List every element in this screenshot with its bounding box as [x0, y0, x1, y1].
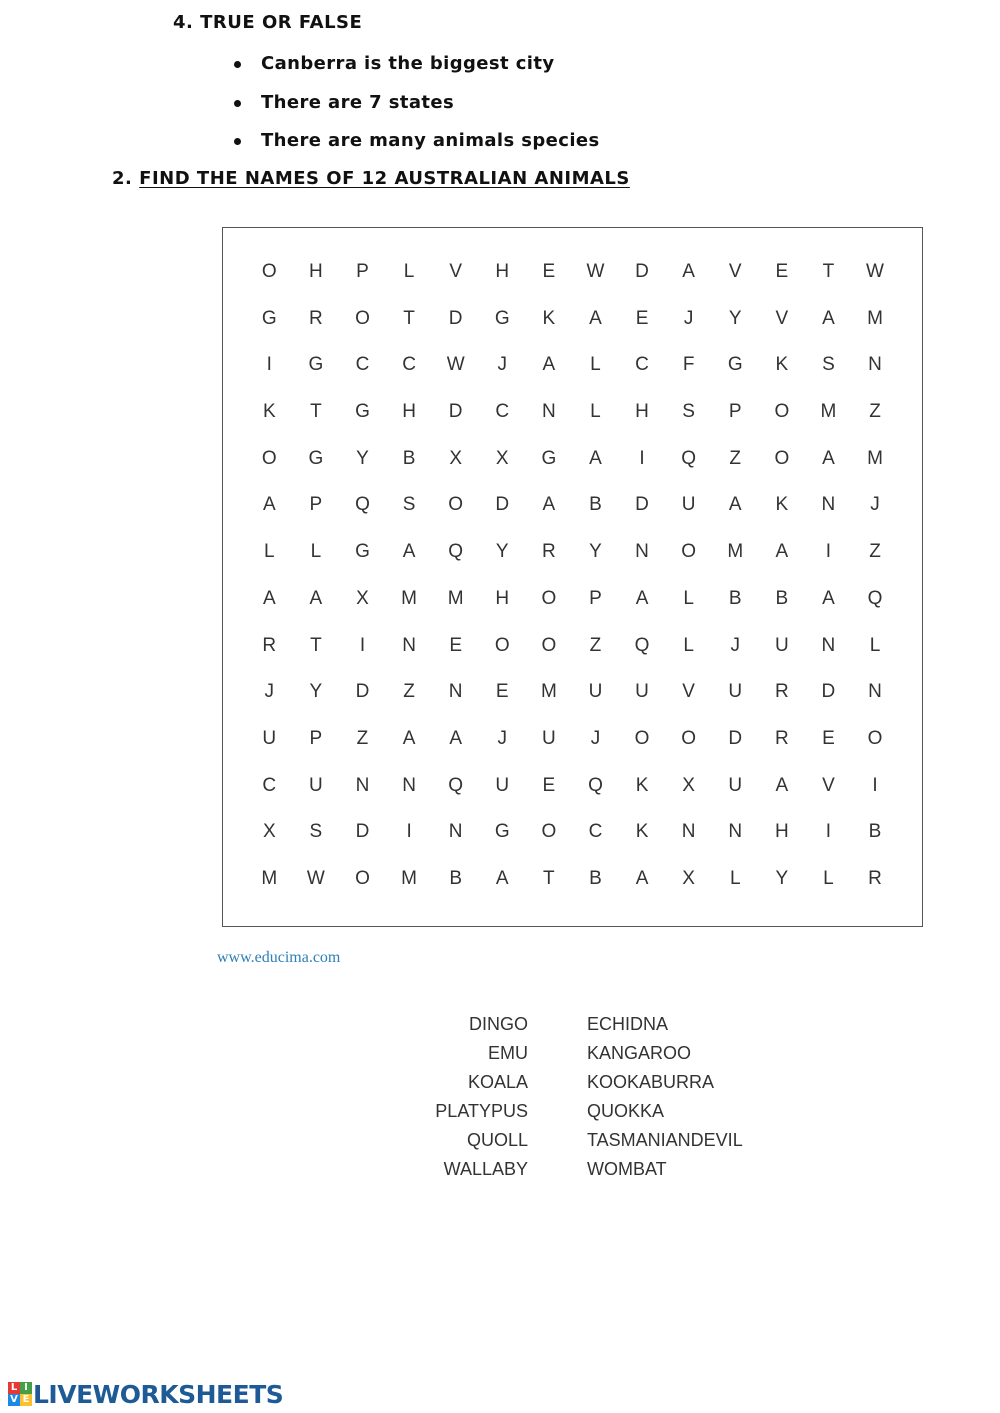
grid-letter[interactable]: X — [449, 447, 463, 469]
word-list-item: KOALA — [467, 1072, 528, 1093]
grid-letter[interactable]: O — [448, 494, 464, 516]
grid-letter[interactable]: G — [355, 541, 370, 563]
grid-letter[interactable]: N — [402, 774, 416, 796]
grid-letter[interactable]: T — [403, 307, 415, 329]
grid-letter[interactable]: K — [635, 821, 649, 843]
grid-letter[interactable]: I — [406, 821, 412, 843]
grid-letter[interactable]: V — [682, 681, 695, 703]
grid-letter[interactable]: F — [682, 354, 695, 376]
grid-letter[interactable]: O — [541, 821, 557, 843]
grid-letter[interactable]: E — [449, 634, 463, 656]
word-list-left — [435, 1010, 528, 1185]
grid-letter[interactable]: A — [309, 587, 323, 609]
grid-letter[interactable]: H — [635, 401, 649, 423]
grid-letter[interactable]: O — [634, 727, 650, 749]
grid-letter[interactable]: Z — [869, 401, 881, 423]
word-search-grid — [246, 249, 898, 903]
grid-letter[interactable]: L — [264, 541, 275, 563]
grid-letter[interactable]: O — [261, 447, 277, 469]
word-list-item: QUOLL — [466, 1130, 528, 1151]
grid-letter[interactable]: L — [310, 541, 322, 563]
grid-letter[interactable]: A — [262, 587, 276, 609]
grid-letter[interactable]: D — [728, 727, 743, 749]
grid-letter[interactable]: P — [728, 401, 742, 423]
grid-letter[interactable]: O — [774, 447, 790, 469]
grid-letter[interactable]: A — [822, 587, 835, 609]
grid-letter[interactable]: K — [775, 354, 789, 376]
grid-letter[interactable]: Y — [589, 541, 602, 563]
word-list-item: KOOKABURRA — [587, 1072, 715, 1093]
grid-letter[interactable]: X — [682, 867, 695, 889]
word-search-heading — [112, 168, 630, 189]
grid-letter[interactable]: Q — [681, 447, 697, 469]
grid-letter[interactable]: A — [822, 447, 835, 469]
grid-letter[interactable]: Q — [448, 774, 464, 796]
grid-letter[interactable]: C — [588, 821, 603, 843]
grid-letter[interactable]: D — [635, 494, 649, 516]
grid-letter[interactable]: U — [681, 494, 696, 516]
grid-letter[interactable]: G — [494, 307, 510, 329]
grid-letter[interactable]: U — [541, 727, 556, 749]
grid-letter[interactable]: Q — [867, 587, 883, 609]
grid-letter[interactable]: U — [728, 774, 743, 796]
grid-letter[interactable]: U — [495, 774, 510, 796]
grid-letter[interactable]: R — [868, 867, 882, 889]
grid-letter[interactable]: J — [590, 727, 601, 749]
grid-letter[interactable]: A — [449, 727, 463, 749]
grid-letter[interactable]: T — [310, 401, 322, 423]
grid-letter[interactable]: O — [541, 587, 557, 609]
grid-letter[interactable]: M — [820, 401, 837, 423]
grid-letter[interactable]: M — [261, 867, 278, 889]
grid-letter[interactable]: D — [448, 401, 463, 423]
statement-item — [234, 50, 600, 89]
grid-letter[interactable]: H — [774, 821, 789, 843]
grid-letter[interactable]: A — [542, 494, 556, 516]
grid-letter[interactable]: N — [821, 634, 836, 656]
grid-letter[interactable]: I — [639, 447, 645, 469]
grid-letter[interactable]: O — [541, 634, 557, 656]
grid-letter[interactable]: N — [355, 774, 370, 796]
grid-letter[interactable]: B — [449, 867, 463, 889]
grid-letter[interactable]: L — [403, 261, 415, 282]
grid-letter[interactable]: H — [495, 261, 510, 282]
logo-icon — [8, 1382, 32, 1406]
question-title: TRUE OR FALSE — [200, 12, 363, 33]
grid-letter[interactable]: U — [774, 634, 789, 656]
word-list-item: WALLABY — [443, 1159, 528, 1180]
grid-letter[interactable]: B — [868, 821, 882, 843]
grid-letter[interactable]: V — [728, 261, 742, 282]
grid-letter[interactable]: O — [494, 634, 510, 656]
grid-letter[interactable]: G — [541, 447, 557, 469]
grid-letter[interactable]: A — [775, 541, 789, 563]
true-false-heading — [173, 12, 362, 33]
word-list-item: EMU — [488, 1043, 528, 1064]
grid-letter[interactable]: W — [446, 354, 465, 376]
grid-letter[interactable]: C — [355, 354, 370, 376]
grid-letter[interactable]: T — [310, 634, 322, 656]
grid-letter[interactable]: D — [448, 307, 463, 329]
grid-letter[interactable]: V — [449, 261, 463, 282]
statement-text: There are 7 states — [261, 91, 455, 113]
grid-letter[interactable]: T — [543, 867, 555, 889]
grid-letter[interactable]: R — [774, 727, 789, 749]
grid-letter[interactable]: M — [401, 587, 417, 609]
grid-letter[interactable]: W — [866, 261, 884, 282]
grid-letter[interactable]: A — [495, 867, 509, 889]
grid-letter[interactable]: R — [774, 681, 789, 703]
grid-letter[interactable]: E — [775, 261, 789, 282]
grid-letter[interactable]: U — [635, 681, 649, 703]
grid-letter[interactable]: A — [589, 447, 602, 469]
grid-letter[interactable]: J — [683, 307, 694, 329]
grid-letter[interactable]: Y — [775, 867, 789, 889]
grid-letter[interactable]: O — [774, 401, 790, 423]
bullet-icon — [234, 138, 241, 145]
grid-letter[interactable]: X — [262, 821, 276, 843]
grid-letter[interactable]: E — [635, 307, 649, 329]
grid-letter[interactable]: J — [264, 681, 275, 703]
grid-letter[interactable]: N — [635, 541, 649, 563]
grid-letter[interactable]: G — [308, 447, 324, 469]
word-list-item: KANGAROO — [587, 1043, 692, 1064]
grid-letter[interactable]: C — [262, 774, 277, 796]
grid-letter[interactable]: G — [727, 354, 743, 376]
grid-letter[interactable]: J — [497, 727, 508, 749]
word-list-item: TASMANIANDEVIL — [587, 1130, 743, 1151]
grid-letter[interactable]: Z — [589, 634, 602, 656]
bullet-icon — [234, 61, 241, 68]
grid-letter[interactable]: U — [728, 681, 743, 703]
grid-letter[interactable]: I — [825, 541, 832, 563]
grid-letter[interactable]: I — [266, 354, 272, 376]
grid-letter[interactable]: O — [355, 867, 370, 889]
grid-letter[interactable]: Y — [728, 307, 742, 329]
grid-letter[interactable]: M — [540, 681, 557, 703]
grid-letter[interactable]: L — [869, 634, 881, 656]
word-list-right — [587, 1010, 743, 1185]
grid-letter[interactable]: G — [261, 307, 277, 329]
grid-letter[interactable]: Z — [403, 681, 415, 703]
grid-letter[interactable]: O — [681, 541, 697, 563]
grid-letter[interactable]: R — [262, 634, 277, 656]
grid-letter[interactable]: B — [402, 447, 416, 469]
grid-letter[interactable]: L — [729, 867, 741, 889]
grid-letter[interactable]: Q — [634, 634, 650, 656]
grid-letter[interactable]: A — [589, 307, 602, 329]
grid-letter[interactable]: S — [402, 494, 416, 516]
statement-text: Canberra is the biggest city — [261, 53, 555, 74]
grid-letter[interactable]: K — [775, 494, 789, 516]
grid-letter[interactable]: B — [775, 587, 789, 609]
grid-letter[interactable]: B — [728, 587, 742, 609]
source-link[interactable]: www.educima.com — [217, 949, 341, 966]
grid-letter[interactable]: G — [355, 401, 370, 423]
true-false-statement-list — [234, 50, 600, 166]
logo-letter: E — [20, 1394, 32, 1406]
grid-letter[interactable]: U — [262, 727, 277, 749]
grid-letter[interactable]: A — [635, 587, 649, 609]
grid-letter[interactable]: M — [447, 587, 464, 609]
grid-letter[interactable]: M — [867, 307, 883, 329]
grid-letter[interactable]: I — [359, 634, 366, 656]
grid-letter[interactable]: W — [586, 261, 605, 282]
grid-letter[interactable]: K — [635, 774, 649, 796]
statement-text: There are many animals species — [261, 130, 600, 151]
grid-letter[interactable]: L — [590, 401, 601, 423]
grid-letter[interactable]: N — [868, 354, 882, 376]
logo-letter: I — [20, 1382, 32, 1394]
grid-letter[interactable]: J — [730, 634, 740, 656]
grid-letter[interactable]: T — [822, 261, 835, 282]
grid-letter[interactable]: A — [542, 354, 556, 376]
grid-letter[interactable]: G — [308, 354, 324, 376]
grid-letter[interactable]: Q — [355, 494, 370, 516]
grid-letter[interactable]: C — [402, 354, 416, 376]
question-title: FIND THE NAMES OF 12 AUSTRALIAN ANIMALS — [139, 168, 630, 189]
liveworksheets-logo[interactable] — [8, 1379, 283, 1409]
grid-letter[interactable]: C — [495, 401, 510, 423]
grid-letter[interactable]: X — [682, 774, 695, 796]
grid-letter[interactable]: D — [635, 261, 649, 282]
grid-letter[interactable]: Z — [729, 447, 742, 469]
grid-letter[interactable]: O — [261, 261, 277, 282]
grid-letter[interactable]: A — [822, 307, 835, 329]
grid-letter[interactable]: H — [402, 401, 416, 423]
question-number: 4. — [173, 12, 194, 33]
grid-letter[interactable]: Z — [356, 727, 369, 749]
grid-letter[interactable]: E — [542, 774, 556, 796]
statement-item — [234, 127, 600, 166]
grid-letter[interactable]: A — [402, 541, 416, 563]
grid-letter[interactable]: S — [309, 821, 323, 843]
grid-letter[interactable]: Z — [869, 541, 881, 563]
grid-letter[interactable]: S — [682, 401, 695, 423]
grid-letter[interactable]: W — [306, 867, 325, 889]
grid-letter[interactable]: A — [635, 867, 649, 889]
grid-letter[interactable]: N — [728, 821, 743, 843]
grid-letter[interactable]: U — [309, 774, 323, 796]
grid-letter[interactable]: L — [823, 867, 834, 889]
grid-letter[interactable]: R — [309, 307, 323, 329]
word-list-item: QUOKKA — [587, 1101, 665, 1122]
grid-letter[interactable]: C — [635, 354, 649, 376]
grid-letter[interactable]: N — [448, 821, 463, 843]
grid-letter[interactable]: L — [683, 634, 694, 656]
grid-letter[interactable]: A — [402, 727, 416, 749]
word-list-item: ECHIDNA — [587, 1014, 669, 1034]
grid-letter[interactable]: H — [309, 261, 323, 282]
grid-letter[interactable]: M — [727, 541, 744, 563]
grid-letter[interactable]: D — [355, 821, 370, 843]
grid-letter[interactable]: E — [495, 681, 509, 703]
grid-letter[interactable]: Y — [495, 541, 509, 563]
grid-letter[interactable]: U — [588, 681, 603, 703]
grid-letter[interactable]: B — [589, 494, 602, 516]
grid-letter[interactable]: E — [822, 727, 835, 749]
grid-letter[interactable]: V — [822, 774, 835, 796]
grid-letter[interactable]: K — [262, 401, 276, 423]
grid-letter[interactable]: M — [867, 447, 883, 469]
grid-letter[interactable]: J — [870, 494, 880, 516]
grid-letter[interactable]: N — [681, 821, 696, 843]
grid-letter[interactable]: B — [589, 867, 602, 889]
grid-letter[interactable]: V — [775, 307, 789, 329]
grid-letter[interactable]: N — [448, 681, 463, 703]
grid-letter[interactable]: O — [681, 727, 697, 749]
grid-letter[interactable]: M — [401, 867, 417, 889]
grid-letter[interactable]: D — [355, 681, 370, 703]
grid-letter[interactable]: P — [589, 587, 602, 609]
grid-letter[interactable]: I — [872, 774, 878, 796]
grid-letter[interactable]: N — [541, 401, 556, 423]
grid-letter[interactable]: G — [494, 821, 510, 843]
grid-letter[interactable]: A — [682, 261, 695, 282]
grid-letter[interactable]: P — [309, 727, 323, 749]
grid-letter[interactable]: E — [542, 261, 556, 282]
question-number: 2. — [112, 168, 133, 189]
statement-item — [234, 89, 600, 128]
logo-letter: L — [8, 1382, 20, 1394]
grid-letter[interactable]: I — [825, 821, 832, 843]
bullet-icon — [234, 100, 241, 107]
word-list-item: PLATYPUS — [435, 1101, 528, 1122]
grid-letter[interactable]: Y — [309, 681, 323, 703]
grid-letter[interactable]: H — [495, 587, 510, 609]
grid-letter[interactable]: K — [542, 307, 556, 329]
grid-letter[interactable]: P — [356, 261, 369, 282]
grid-letter[interactable]: Y — [356, 447, 369, 469]
grid-letter[interactable]: A — [728, 494, 742, 516]
grid-letter[interactable]: N — [868, 681, 882, 703]
logo-letter: V — [8, 1394, 20, 1406]
grid-letter[interactable]: L — [683, 587, 694, 609]
grid-letter[interactable]: P — [309, 494, 323, 516]
grid-letter[interactable]: D — [821, 681, 836, 703]
grid-letter[interactable]: X — [495, 447, 509, 469]
grid-letter[interactable]: Q — [588, 774, 603, 796]
grid-letter[interactable]: L — [590, 354, 601, 376]
grid-letter[interactable]: R — [541, 541, 556, 563]
grid-letter[interactable]: X — [356, 587, 369, 609]
grid-letter[interactable]: N — [821, 494, 836, 516]
grid-letter[interactable]: O — [355, 307, 370, 329]
grid-letter[interactable]: N — [402, 634, 416, 656]
grid-letter[interactable]: Q — [448, 541, 464, 563]
grid-letter[interactable]: A — [775, 774, 789, 796]
grid-letter[interactable]: J — [497, 354, 508, 376]
grid-letter[interactable]: S — [822, 354, 835, 376]
grid-letter[interactable]: A — [262, 494, 276, 516]
word-list-item: WOMBAT — [587, 1159, 667, 1180]
brand-name: LIVEWORKSHEETS — [33, 1379, 284, 1409]
word-list-item: DINGO — [468, 1014, 528, 1034]
grid-letter[interactable]: D — [495, 494, 510, 516]
grid-letter[interactable]: O — [867, 727, 883, 749]
word-search-box — [222, 227, 923, 927]
